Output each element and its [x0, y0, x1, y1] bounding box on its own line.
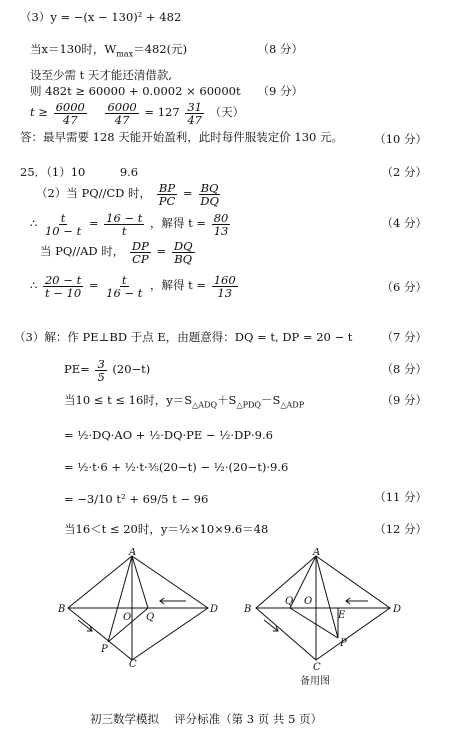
score-9b: （9 分）: [381, 393, 427, 407]
fig1-line-aq: [132, 556, 148, 608]
q25-p2-solve: ∴ $\frac{t}{10 - t}$ = $\frac{16 - t}{t}$ ，解得 t = $\frac{80}{13}$: [30, 210, 229, 238]
p3b-range1: 当10 ≤ t ≤ 16时，$y=S_{\triangle ADQ}+S_{\triangle PDQ}-S_{\triangle ADP}$: [64, 393, 305, 410]
p3b-intro: （3）解：作 PE⊥BD 于点 E，由题意得：DQ = t, DP = 20 − t: [14, 330, 353, 344]
fig1-label-c: C: [129, 659, 137, 668]
fig1-label-a: A: [129, 548, 137, 558]
score-12: （12 分）: [374, 522, 427, 536]
page-footer: 初三数学模拟 评分标准（第 3 页 共 5 页）: [90, 712, 323, 726]
fig2-label-o: O: [304, 596, 313, 607]
score-6: （6 分）: [381, 280, 427, 294]
p3-line5: t ≥ $\frac{6000}{47}$ $\frac{6000}{47}$ = 127 $\frac{31}{47}$ （天）: [30, 99, 245, 127]
p3b-pe: PE= $\frac{3}{5}$ (20−t): [64, 356, 151, 384]
fig2-caption: 备用图: [300, 676, 330, 687]
fig2-line-ap: [316, 556, 338, 638]
p3-answer: 答：最早需要 128 天能开始盈利，此时每件服装定价 130 元。: [20, 130, 344, 144]
p3b-eq3: = −3/10 t² + 69/5 t − 96: [64, 492, 209, 506]
p3b-eq1: = ½·DQ·AO + ½·DQ·PE − ½·DP·9.6: [64, 428, 273, 442]
fig1-label-q: Q: [146, 612, 155, 623]
fig2-label-q: Q: [285, 596, 294, 607]
score-9a: （9 分）: [257, 84, 303, 98]
p3b-range2: 当16＜t ≤ 20时，y＝½×10×9.6＝48: [64, 522, 269, 536]
q25-p2b-intro: 当 PQ//AD 时， $\frac{DP}{CP}$ = $\frac{DQ}{BQ}$: [40, 238, 193, 266]
score-4: （4 分）: [381, 216, 427, 230]
fig1-line-ap: [108, 556, 132, 642]
fig1-label-o: O: [123, 612, 132, 623]
p3b-eq2: = ½·t·6 + ½·t·⅗(20−t) − ½·(20−t)·9.6: [64, 460, 289, 474]
score-8b: （8 分）: [381, 362, 427, 376]
p3-line1: （3）y = −(x − 130)² + 482: [20, 10, 182, 24]
fig2-label-e: E: [338, 610, 346, 621]
fig1-label-b: B: [58, 604, 66, 615]
fig2-label-c: C: [313, 662, 321, 673]
q25-p2-intro: （2）当 PQ//CD 时， $\frac{BP}{PC}$ = $\frac{BQ}{DQ}$: [36, 180, 219, 208]
p3-line3: 设至少需 t 天才能还清借款,: [30, 68, 173, 82]
score-7: （7 分）: [381, 330, 427, 344]
q25-p2b-solve: ∴ $\frac{20 - t}{t - 10}$ = $\frac{t}{16 - t}$ ，解得 t = $\frac{160}{13}$: [30, 272, 236, 300]
p3-line2: 当x＝130时，$W_{max}=482$(元): [30, 42, 188, 59]
score-2: （2 分）: [381, 165, 427, 179]
q25-p1: 25．（1）10 9.6: [20, 165, 139, 179]
p3-line4: 则 482t ≥ 60000 + 0.0002 × 60000t: [30, 84, 241, 98]
fig2-label-d: D: [393, 604, 402, 615]
figure-1: [50, 548, 225, 668]
fig2-label-p: P: [340, 638, 347, 649]
figure-2: [240, 548, 410, 688]
fig1-label-d: D: [210, 604, 219, 615]
score-10a: （10 分）: [374, 132, 427, 146]
fig1-label-p: P: [101, 644, 108, 655]
fig2-label-b: B: [244, 604, 252, 615]
fig2-label-a: A: [313, 548, 321, 558]
score-11: （11 分）: [374, 490, 427, 504]
score-8a: （8 分）: [257, 42, 303, 56]
